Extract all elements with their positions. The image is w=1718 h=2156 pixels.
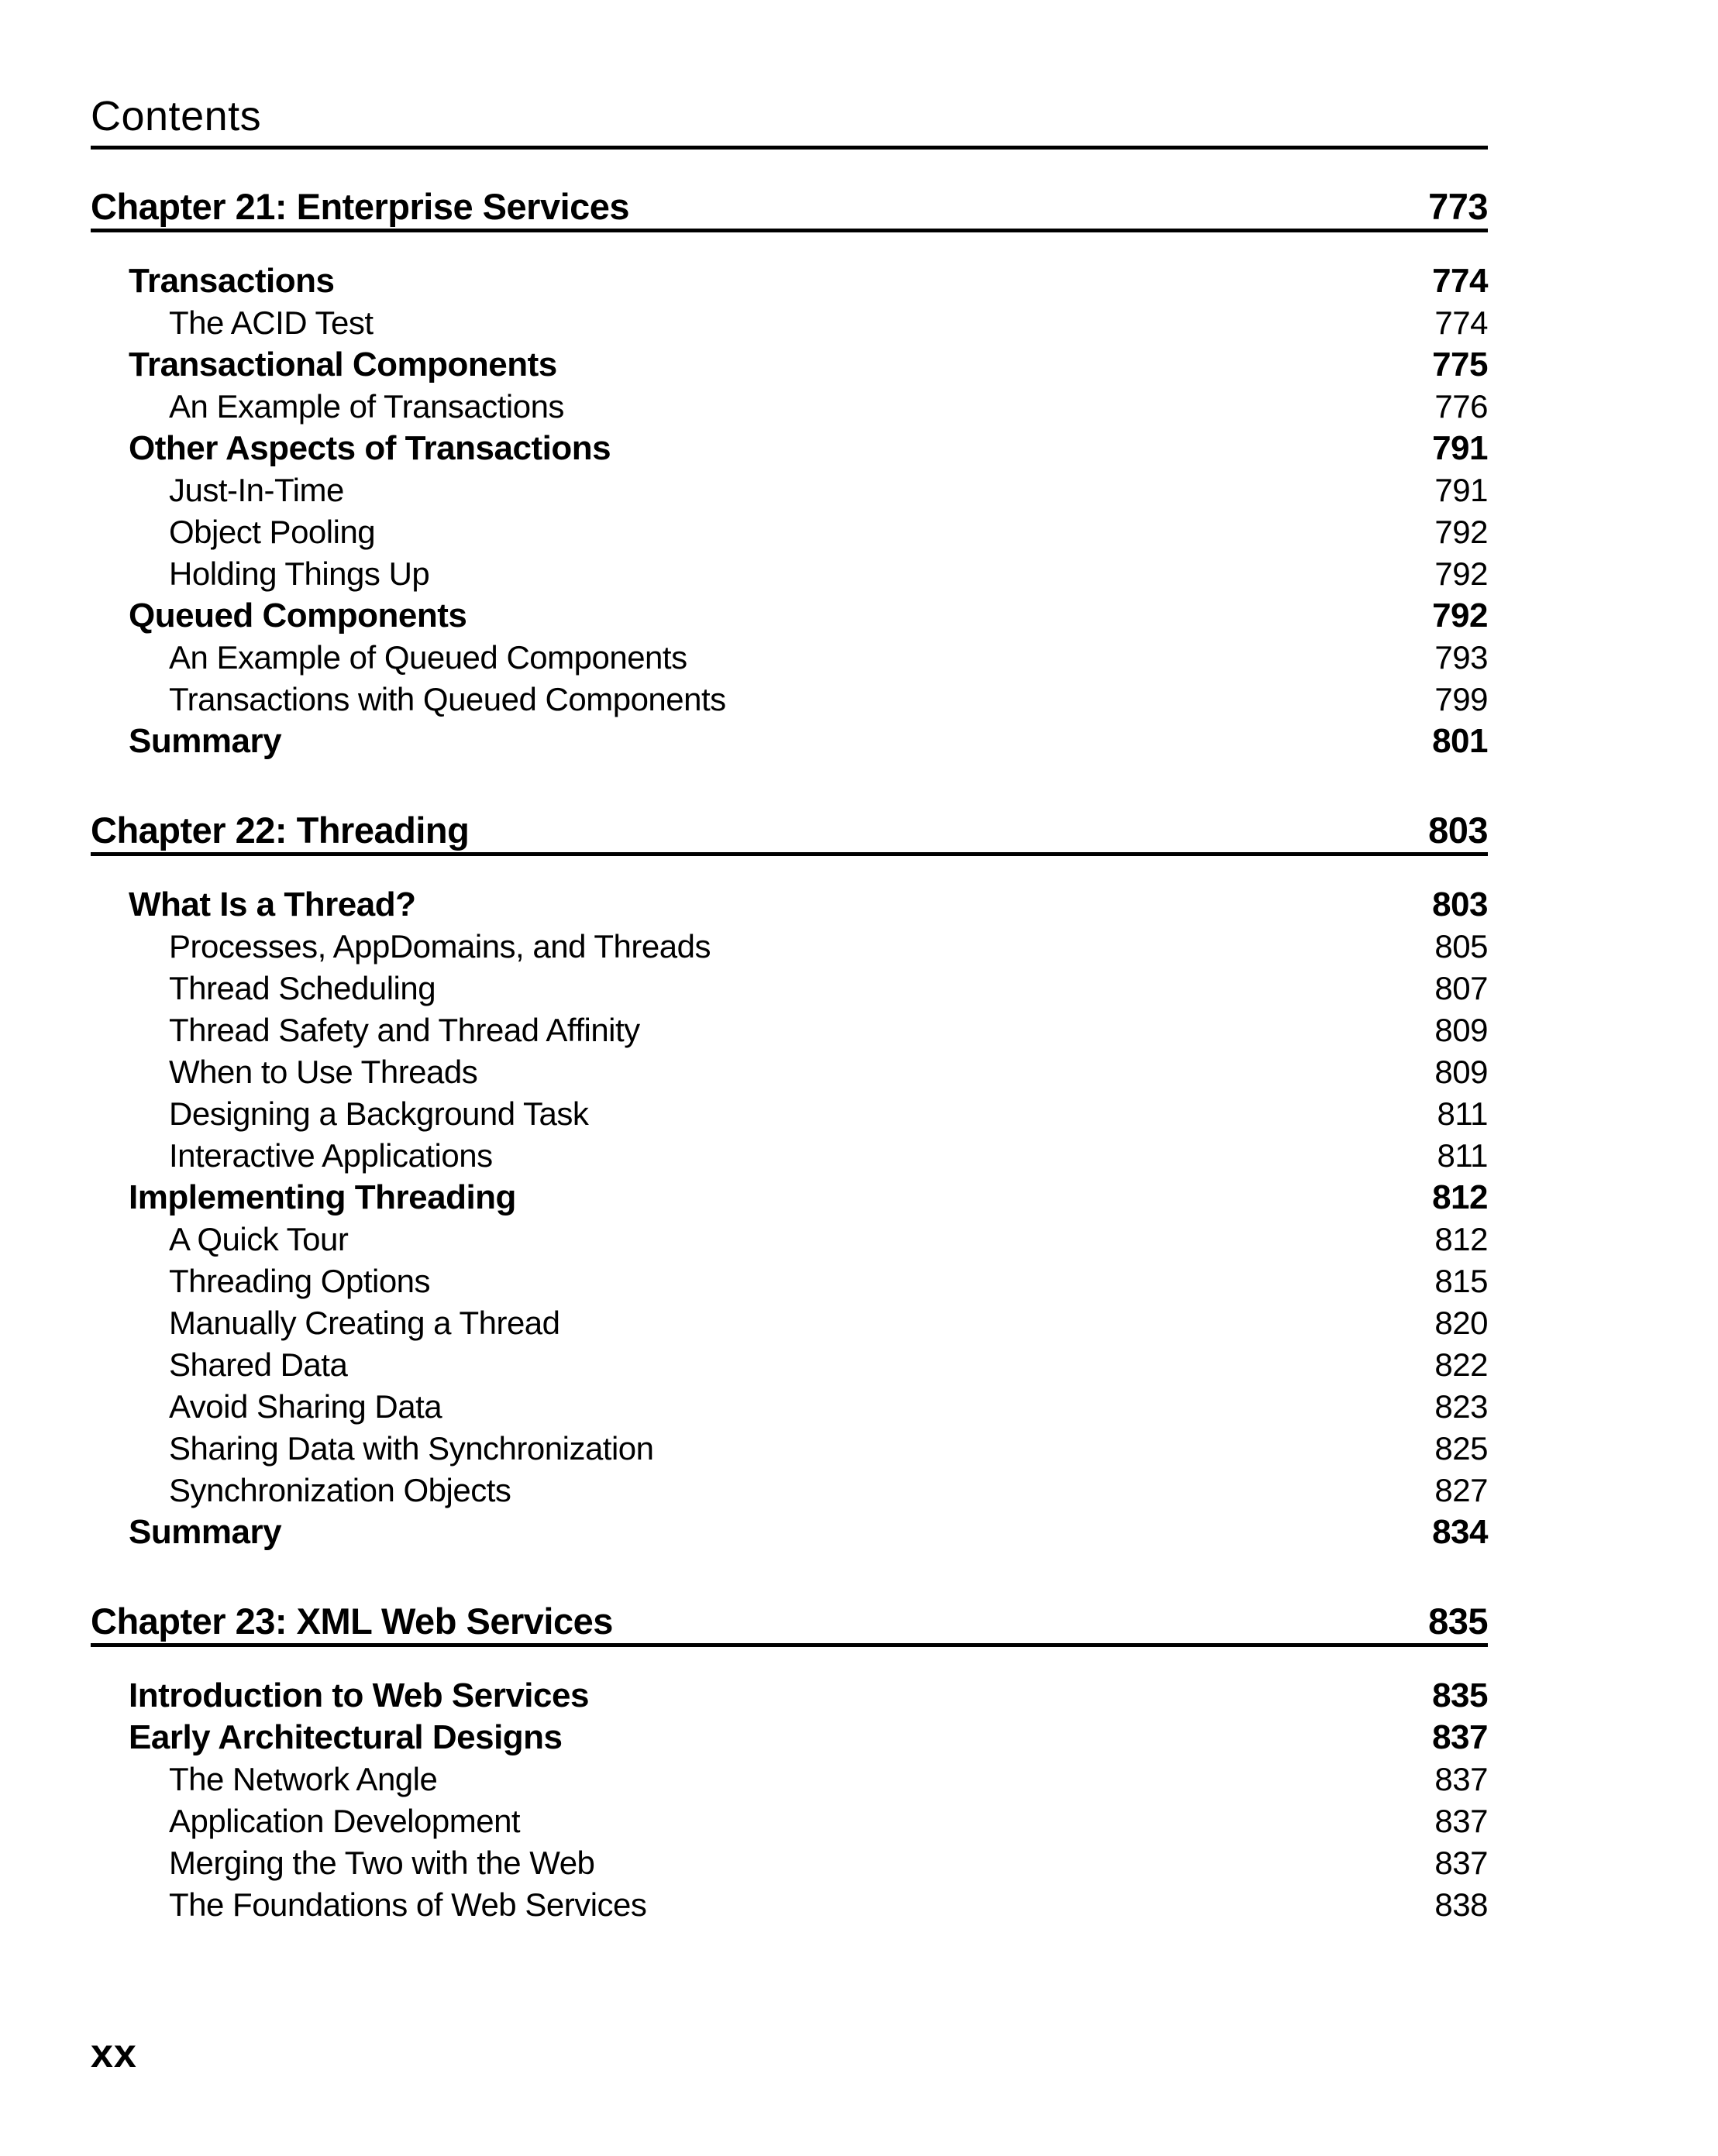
toc-entry-page-number: 822 [1434, 1346, 1488, 1383]
toc-entry-label: The Network Angle [169, 1761, 438, 1797]
toc-entry-label: Application Development [169, 1803, 521, 1839]
toc-entry-label: Implementing Threading [129, 1178, 516, 1216]
chapter-heading [91, 810, 1488, 856]
toc-entry-page-number: 793 [1434, 639, 1488, 676]
toc-entry [91, 1260, 1488, 1302]
toc-entry-page-number: 812 [1434, 1221, 1488, 1257]
toc-entry-label: Just-In-Time [169, 472, 344, 508]
page-title: Contents [91, 93, 262, 139]
toc-entry-label: Summary [129, 1513, 282, 1551]
toc-entry-page-number: 775 [1432, 346, 1488, 383]
toc-entry-page-number: 823 [1434, 1388, 1488, 1425]
toc-entry-page-number: 803 [1432, 885, 1488, 923]
toc-entry-label: Other Aspects of Transactions [129, 429, 611, 467]
toc-entry [91, 720, 1488, 762]
chapter-title: Chapter 22: Threading [91, 810, 470, 851]
toc-entry-label: Transactions [129, 262, 335, 300]
toc-entry [91, 302, 1488, 344]
toc-entry-page-number: 834 [1432, 1513, 1488, 1551]
toc-entry-label: Object Pooling [169, 514, 376, 550]
toc-entry-label: Introduction to Web Services [129, 1676, 589, 1714]
toc-entry-page-number: 791 [1432, 429, 1488, 467]
chapter-title: Chapter 23: XML Web Services [91, 1601, 613, 1642]
toc-entries [91, 884, 1488, 1553]
toc-entry [91, 884, 1488, 926]
toc-entry [91, 1511, 1488, 1553]
toc-entry [91, 1051, 1488, 1093]
toc-entry [91, 344, 1488, 386]
toc-entry [91, 428, 1488, 469]
chapter-page-number: 773 [1428, 186, 1488, 227]
chapter-title: Chapter 21: Enterprise Services [91, 186, 630, 227]
toc-entry [91, 1842, 1488, 1884]
toc-entry-page-number: 837 [1434, 1761, 1488, 1797]
toc-entry-label: Transactions with Queued Components [169, 681, 726, 717]
toc-entry-label: Early Architectural Designs [129, 1718, 563, 1756]
toc-entry [91, 679, 1488, 720]
toc-entry [91, 1093, 1488, 1135]
toc-entry-label: Interactive Applications [169, 1137, 493, 1174]
toc-entry-page-number: 776 [1434, 388, 1488, 425]
toc-entry [91, 1344, 1488, 1386]
toc-entry [91, 1884, 1488, 1926]
contents-header [91, 91, 1488, 150]
toc-entry-label: Thread Scheduling [169, 970, 436, 1006]
toc-entry-label: Holding Things Up [169, 555, 430, 592]
toc-entry-label: Designing a Background Task [169, 1095, 589, 1132]
toc-entry [91, 595, 1488, 637]
toc-entry-page-number: 811 [1437, 1095, 1488, 1132]
toc-entry [91, 1759, 1488, 1800]
toc-entry-label: Queued Components [129, 597, 467, 634]
toc-entry [91, 1717, 1488, 1759]
toc-entry-page-number: 774 [1432, 262, 1488, 300]
toc-entry-page-number: 827 [1434, 1472, 1488, 1508]
toc-entry [91, 1135, 1488, 1177]
toc-entry-page-number: 792 [1434, 514, 1488, 550]
toc-entry [91, 1800, 1488, 1842]
toc-entry-label: Avoid Sharing Data [169, 1388, 442, 1425]
toc-entry-page-number: 838 [1434, 1886, 1488, 1923]
chapter-section [91, 1601, 1488, 1926]
toc-entry [91, 1219, 1488, 1260]
toc-entry [91, 926, 1488, 968]
toc-entry-label: Processes, AppDomains, and Threads [169, 928, 711, 965]
toc-entry-page-number: 805 [1434, 928, 1488, 965]
toc-entry-label: Sharing Data with Synchronization [169, 1430, 654, 1467]
toc-entry-page-number: 837 [1434, 1803, 1488, 1839]
toc-entry [91, 1177, 1488, 1219]
toc-entry [91, 386, 1488, 428]
chapter-page-number: 803 [1428, 810, 1488, 851]
toc-entry-label: Manually Creating a Thread [169, 1305, 560, 1341]
toc-entry-label: An Example of Queued Components [169, 639, 687, 676]
toc-entry-page-number: 815 [1434, 1263, 1488, 1299]
toc-entry-page-number: 835 [1432, 1676, 1488, 1714]
toc-entry-label: When to Use Threads [169, 1054, 478, 1090]
toc-entry [91, 1386, 1488, 1428]
toc-entry [91, 511, 1488, 553]
chapter-heading [91, 187, 1488, 232]
chapter-section [91, 810, 1488, 1553]
toc-entry [91, 1470, 1488, 1511]
toc-entry-label: Merging the Two with the Web [169, 1845, 595, 1881]
toc-entry-page-number: 791 [1434, 472, 1488, 508]
toc-entry [91, 1009, 1488, 1051]
page-folio: xx [91, 2031, 137, 2076]
toc-entries [91, 260, 1488, 762]
toc-entry [91, 968, 1488, 1009]
toc-entry-label: Shared Data [169, 1346, 348, 1383]
toc-entry-page-number: 792 [1434, 555, 1488, 592]
chapter-section [91, 187, 1488, 762]
toc-entry-page-number: 809 [1434, 1012, 1488, 1048]
toc-entries [91, 1675, 1488, 1926]
toc-entry [91, 260, 1488, 302]
toc-entry-page-number: 807 [1434, 970, 1488, 1006]
toc-entry-label: An Example of Transactions [169, 388, 564, 425]
toc-entry-page-number: 811 [1437, 1137, 1488, 1174]
toc-entry-page-number: 812 [1432, 1178, 1488, 1216]
toc-entry-label: Summary [129, 722, 282, 760]
toc-entry-label: Synchronization Objects [169, 1472, 511, 1508]
toc-entry [91, 553, 1488, 595]
toc-entry [91, 1302, 1488, 1344]
toc-entry-page-number: 792 [1432, 597, 1488, 634]
toc-entry-label: Threading Options [169, 1263, 431, 1299]
chapter-page-number: 835 [1428, 1601, 1488, 1642]
toc-entry-label: The Foundations of Web Services [169, 1886, 647, 1923]
toc-sections [91, 187, 1488, 1926]
toc-entry-label: A Quick Tour [169, 1221, 349, 1257]
toc-entry-label: The ACID Test [169, 304, 374, 341]
toc-entry-page-number: 825 [1434, 1430, 1488, 1467]
toc-entry-label: Transactional Components [129, 346, 557, 383]
toc-entry-page-number: 820 [1434, 1305, 1488, 1341]
toc-entry [91, 1675, 1488, 1717]
toc-entry-label: Thread Safety and Thread Affinity [169, 1012, 640, 1048]
toc-entry-page-number: 799 [1434, 681, 1488, 717]
toc-entry-page-number: 837 [1434, 1845, 1488, 1881]
toc-entry-page-number: 837 [1432, 1718, 1488, 1756]
header-rule [91, 146, 1488, 150]
toc-entry [91, 637, 1488, 679]
toc-entry-page-number: 801 [1432, 722, 1488, 760]
chapter-heading [91, 1601, 1488, 1647]
toc-entry-page-number: 774 [1434, 304, 1488, 341]
toc-entry [91, 469, 1488, 511]
toc-entry-page-number: 809 [1434, 1054, 1488, 1090]
toc-entry [91, 1428, 1488, 1470]
toc-entry-label: What Is a Thread? [129, 885, 416, 923]
